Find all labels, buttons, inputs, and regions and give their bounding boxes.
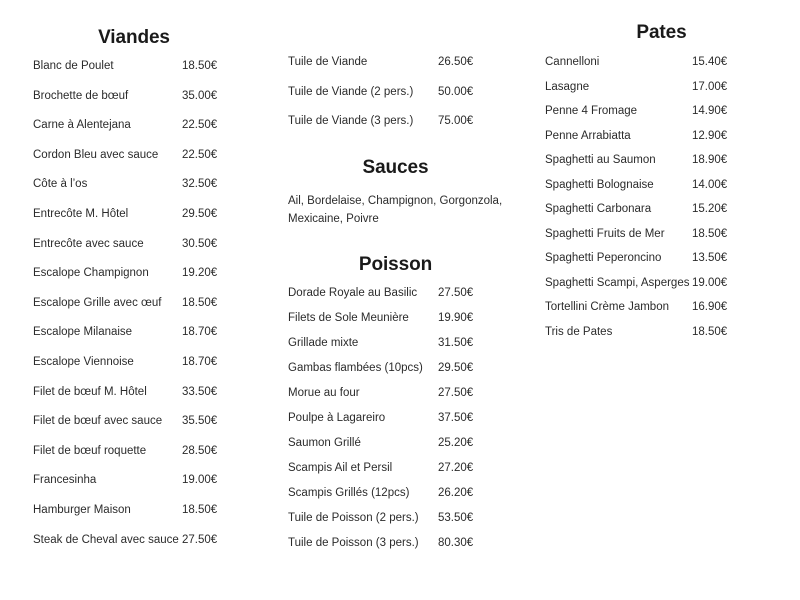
menu-item-price: 35.00€: [182, 89, 218, 102]
menu-item-price: 19.20€: [182, 267, 218, 280]
menu-column-viandes: [0, 0, 268, 563]
menu-item-list-poisson: [268, 287, 523, 563]
menu-item-row: [33, 474, 268, 504]
menu-item-row: [288, 86, 523, 116]
menu-item-name: Cannelloni: [545, 56, 600, 68]
menu-item-price: 27.20€: [438, 462, 474, 475]
menu-item-row: [288, 412, 523, 437]
menu-item-row: [33, 238, 268, 268]
menu-item-price: 18.50€: [182, 60, 218, 72]
menu-item-row: [33, 90, 268, 120]
menu-item-price: 13.50€: [692, 252, 728, 264]
menu-item-row: [288, 462, 523, 487]
menu-item-name: Morue au four: [288, 386, 360, 399]
menu-item-price: 18.50€: [182, 296, 218, 309]
menu-item-name: Francesinha: [33, 474, 97, 487]
menu-item-price: 33.50€: [182, 385, 218, 398]
menu-item-price: 18.90€: [692, 154, 728, 166]
menu-item-row: [33, 504, 268, 534]
menu-item-row: [288, 56, 523, 86]
menu-item-name: Cordon Bleu avec sauce: [33, 148, 159, 161]
menu-item-name: Scampis Ail et Persil: [288, 462, 393, 475]
menu-item-name: Entrecôte avec sauce: [33, 237, 144, 250]
menu-item-row: [33, 267, 268, 297]
menu-item-row: [288, 115, 523, 145]
menu-item-name: Scampis Grillés (12pcs): [288, 487, 410, 500]
menu-item-list-viandes: [0, 60, 268, 563]
menu-item-price: 22.50€: [182, 119, 218, 132]
menu-column-pates: [523, 0, 800, 350]
menu-item-price: 27.50€: [438, 286, 474, 299]
menu-item-price: 12.90€: [692, 129, 728, 142]
menu-item-row: [545, 203, 800, 228]
menu-item-price: 80.30€: [438, 537, 474, 550]
menu-item-price: 18.50€: [692, 227, 728, 240]
menu-item-price: 19.00€: [692, 276, 728, 289]
menu-item-price: 50.00€: [438, 85, 474, 98]
section-title-pates: Pates: [636, 22, 687, 43]
menu-item-name: Tris de Pates: [545, 325, 613, 338]
menu-item-name: Grillade mixte: [288, 336, 359, 349]
menu-item-name: Tortellini Crème Jambon: [545, 301, 669, 313]
menu-item-row: [33, 208, 268, 238]
menu-item-name: Filet de bœuf avec sauce: [33, 415, 163, 428]
menu-item-price: 15.40€: [692, 56, 728, 68]
menu-item-name: Spaghetti Scampi, Asperges: [545, 276, 690, 289]
menu-item-name: Dorade Royale au Basilic: [288, 286, 418, 299]
menu-item-price: 19.90€: [438, 311, 474, 324]
menu-item-row: [33, 445, 268, 475]
menu-item-price: 18.70€: [182, 355, 218, 368]
menu-item-row: [545, 179, 800, 204]
menu-item-name: Poulpe à Lagareiro: [288, 411, 386, 424]
menu-item-row: [33, 60, 268, 90]
menu-item-price: 14.00€: [692, 178, 728, 191]
menu-item-name: Blanc de Poulet: [33, 60, 114, 72]
menu-item-row: [545, 277, 800, 302]
menu-item-price: 19.00€: [182, 474, 218, 487]
menu-item-row: [33, 178, 268, 208]
menu-item-row: [33, 149, 268, 179]
menu-item-name: Hamburger Maison: [33, 503, 131, 516]
menu-column-center: [268, 0, 523, 563]
menu-item-name: Escalope Champignon: [33, 267, 149, 280]
menu-item-name: Côte à l’os: [33, 178, 88, 191]
menu-item-price: 17.00€: [692, 80, 728, 93]
menu-item-row: [288, 362, 523, 387]
menu-item-name: Filets de Sole Meunière: [288, 311, 409, 324]
menu-item-name: Tuile de Viande (3 pers.): [288, 115, 414, 127]
menu-item-price: 18.50€: [182, 503, 218, 516]
menu-item-row: [288, 312, 523, 337]
menu-item-price: 27.50€: [182, 533, 218, 546]
menu-item-name: Penne 4 Fromage: [545, 105, 638, 117]
menu-item-name: Tuile de Poisson (3 pers.): [288, 537, 419, 550]
menu-item-price: 29.50€: [182, 207, 218, 220]
menu-item-name: Carne à Alentejana: [33, 119, 131, 132]
menu-item-price: 15.20€: [692, 203, 728, 215]
menu-item-price: 26.20€: [438, 487, 474, 500]
menu-item-row: [33, 297, 268, 327]
menu-item-name: Tuile de Poisson (2 pers.): [288, 512, 419, 525]
menu-item-price: 75.00€: [438, 115, 474, 127]
menu-item-name: Entrecôte M. Hôtel: [33, 207, 129, 220]
section-title-poisson: Poisson: [358, 253, 433, 275]
menu-item-price: 53.50€: [438, 512, 474, 525]
menu-item-row: [288, 487, 523, 512]
menu-item-name: Brochette de bœuf: [33, 89, 129, 102]
menu-item-name: Gambas flambées (10pcs): [288, 361, 423, 374]
menu-item-price: 29.50€: [438, 361, 474, 374]
menu-item-price: 26.50€: [438, 56, 474, 68]
menu-item-row: [545, 56, 800, 81]
menu-item-row: [545, 326, 800, 351]
sauces-description: Ail, Bordelaise, Champignon, Gorgonzola, Mexicaine, Poivre: [288, 194, 503, 225]
menu-item-row: [545, 252, 800, 277]
menu-item-price: 35.50€: [182, 415, 218, 428]
menu-item-price: 22.50€: [182, 148, 218, 161]
menu-item-row: [33, 415, 268, 445]
menu-item-row: [288, 387, 523, 412]
section-title-sauces: Sauces: [362, 156, 429, 178]
menu-item-list-tuile-de-viande: [268, 56, 523, 145]
menu-item-row: [33, 326, 268, 356]
menu-item-price: 16.90€: [692, 301, 728, 313]
menu-item-row: [288, 287, 523, 312]
menu-item-list-pates: [523, 56, 800, 350]
menu-item-name: Spaghetti Peperoncino: [545, 252, 662, 264]
menu-item-name: Tuile de Viande: [288, 56, 368, 68]
menu-item-name: Escalope Viennoise: [33, 355, 134, 368]
menu-item-price: 31.50€: [438, 336, 474, 349]
menu-item-row: [545, 105, 800, 130]
menu-item-row: [545, 154, 800, 179]
menu-item-name: Tuile de Viande (2 pers.): [288, 85, 414, 98]
menu-item-row: [288, 437, 523, 462]
menu-item-row: [288, 337, 523, 362]
menu-item-name: Spaghetti Fruits de Mer: [545, 227, 665, 240]
menu-item-name: Escalope Grille avec œuf: [33, 296, 162, 309]
menu-item-price: 25.20€: [438, 437, 474, 450]
menu-item-row: [545, 81, 800, 106]
menu-item-price: 27.50€: [438, 386, 474, 399]
menu-item-row: [288, 512, 523, 537]
menu-item-row: [33, 356, 268, 386]
menu-item-price: 18.70€: [182, 326, 218, 339]
menu-item-name: Spaghetti Carbonara: [545, 203, 652, 215]
menu-item-name: Spaghetti Bolognaise: [545, 178, 654, 191]
menu-item-price: 18.50€: [692, 325, 728, 338]
menu-item-name: Filet de bœuf M. Hôtel: [33, 385, 147, 398]
menu-item-name: Steak de Cheval avec sauce: [33, 533, 179, 546]
section-title-viandes: Viandes: [98, 27, 170, 48]
menu-item-name: Lasagne: [545, 80, 590, 93]
menu-item-row: [545, 130, 800, 155]
menu-item-row: [33, 534, 268, 564]
menu-item-row: [545, 301, 800, 326]
menu-item-price: 28.50€: [182, 444, 218, 457]
menu-item-row: [545, 228, 800, 253]
menu-item-price: 37.50€: [438, 411, 474, 424]
menu-item-price: 32.50€: [182, 178, 218, 191]
menu-item-row: [33, 119, 268, 149]
menu-item-price: 14.90€: [692, 105, 728, 117]
menu-item-name: Penne Arrabiatta: [545, 129, 631, 142]
menu-item-name: Filet de bœuf roquette: [33, 444, 147, 457]
menu-item-name: Escalope Milanaise: [33, 326, 133, 339]
menu-item-name: Spaghetti au Saumon: [545, 154, 656, 166]
menu-item-name: Saumon Grillé: [288, 437, 361, 450]
menu-item-row: [288, 537, 523, 562]
menu-item-row: [33, 386, 268, 416]
menu-item-price: 30.50€: [182, 237, 218, 250]
